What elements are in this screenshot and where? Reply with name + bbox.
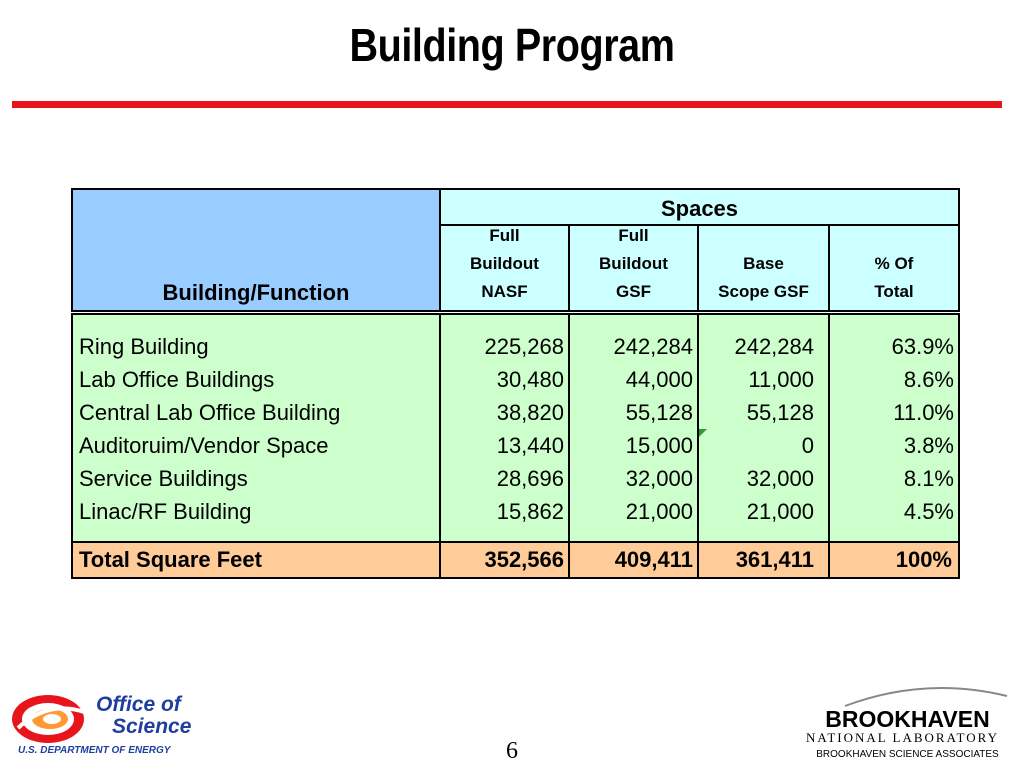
cell-base: 0 (801, 433, 814, 458)
cell-pct: 4.5% (903, 499, 954, 524)
brookhaven-logo (785, 684, 1010, 764)
cell-base: 21,000 (746, 499, 814, 524)
cell-base: 242,284 (734, 334, 814, 359)
cell-gsf: 55,128 (625, 400, 693, 425)
body-nasf (439, 313, 570, 543)
cell-pct: 63.9% (891, 334, 954, 359)
body-base-scope (697, 313, 830, 543)
total-base: 361,411 (697, 541, 830, 579)
cell-base: 32,000 (746, 466, 814, 491)
col-header-pct: % Of Total (828, 224, 960, 312)
cell-base: 11,000 (748, 367, 814, 392)
logo-office-of: Office of (96, 693, 181, 716)
cell-nasf: 28,696 (496, 466, 564, 491)
comment-marker-icon (699, 429, 709, 439)
cell-nasf: 15,862 (496, 499, 564, 524)
cell-nasf: 30,480 (496, 367, 564, 392)
page-title: Building Program (349, 19, 675, 71)
header-spaces: Spaces (439, 188, 960, 226)
header-building-function (71, 188, 441, 312)
cell-nasf: 225,268 (484, 334, 564, 359)
row-name: Lab Office Buildings (79, 367, 275, 392)
title-underline (12, 101, 1002, 108)
cell-gsf: 21,000 (625, 499, 693, 524)
cell-gsf: 44,000 (625, 367, 693, 392)
cell-pct: 8.6% (903, 367, 954, 392)
building-program-table (71, 188, 960, 579)
logo-science-associates: BROOKHAVEN SCIENCE ASSOCIATES (816, 749, 999, 760)
logo-doe-text: U.S. DEPARTMENT OF ENERGY (18, 745, 171, 756)
body-gsf (568, 313, 699, 543)
logo-national-laboratory: NATIONAL LABORATORY (806, 730, 999, 745)
col-header-gsf: Full Buildout GSF (568, 224, 699, 312)
cell-base: 55,128 (746, 400, 814, 425)
cell-gsf: 32,000 (625, 466, 693, 491)
row-name: Linac/RF Building (79, 499, 252, 524)
row-name: Service Buildings (79, 466, 248, 491)
body-names (71, 313, 441, 543)
row-name: Auditoruim/Vendor Space (79, 433, 329, 458)
cell-pct: 8.1% (903, 466, 954, 491)
cell-gsf: 242,284 (613, 334, 693, 359)
brookhaven-arc-icon (785, 684, 1010, 708)
total-gsf: 409,411 (568, 541, 699, 579)
total-label: Total Square Feet (71, 541, 441, 579)
cell-nasf: 38,820 (496, 400, 564, 425)
header-building-function-label: Building/Function (162, 280, 350, 305)
logo-brookhaven: BROOKHAVEN (825, 706, 990, 732)
office-of-science-logo (8, 692, 218, 762)
col-header-base-scope: Base Scope GSF (697, 224, 830, 312)
body-pct (828, 313, 960, 543)
row-name: Ring Building (79, 334, 209, 359)
logo-science: Science (112, 715, 192, 738)
cell-gsf: 15,000 (625, 433, 693, 458)
cell-nasf: 13,440 (496, 433, 564, 458)
cell-pct: 3.8% (903, 433, 954, 458)
cell-pct: 11.0% (893, 400, 954, 425)
total-nasf: 352,566 (439, 541, 570, 579)
page-number: 6 (506, 738, 518, 764)
total-pct: 100% (828, 541, 960, 579)
col-header-nasf: Full Buildout NASF (439, 224, 570, 312)
row-name: Central Lab Office Building (79, 400, 341, 425)
